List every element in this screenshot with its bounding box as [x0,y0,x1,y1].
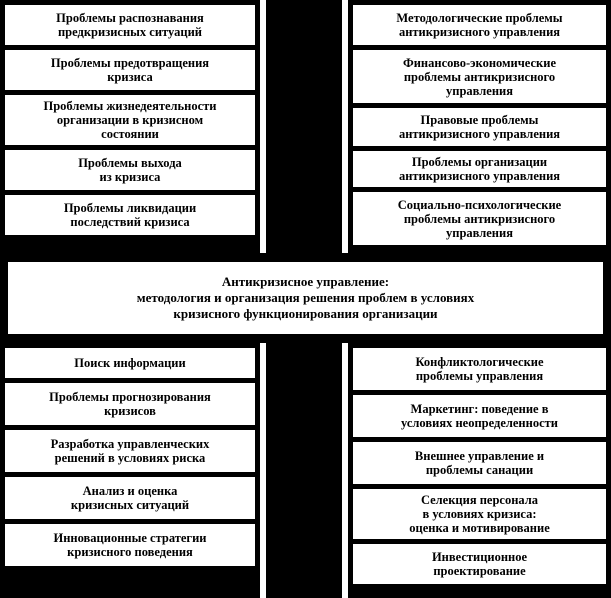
diagram-cell: Разработка управленческих решений в условиях риска [4,429,256,473]
quadrant-top-left [0,0,260,253]
gutter-bottom-left [260,343,266,598]
diagram-cell: Финансово-экономические проблемы антикризисного управления [352,49,607,104]
diagram-cell: Проблемы предотвращения кризиса [4,49,256,91]
center-title-line: кризисного функционирования организации [173,306,438,322]
diagram-cell: Конфликтологические проблемы управления [352,347,607,391]
diagram-cell: Внешнее управление и проблемы санации [352,441,607,485]
diagram-cell: Проблемы организации антикризисного управления [352,150,607,188]
diagram-cell: Методологические проблемы антикризисного управления [352,4,607,46]
diagram-cell: Проблемы ликвидации последствий кризиса [4,194,256,236]
center-title-line: Антикризисное управление: [221,273,390,289]
center-banner [0,253,611,343]
diagram-cell: Проблемы распознавания предкризисных ситуаций [4,4,256,46]
diagram-cell: Инвестиционное проектирование [352,543,607,585]
quadrant-bottom-left [0,343,260,598]
center-title-box [7,261,604,335]
diagram-cell: Проблемы жизнедеятельности организации в кризисном состоянии [4,94,256,146]
diagram-cell: Анализ и оценка кризисных ситуаций [4,476,256,520]
diagram-cell: Правовые проблемы антикризисного управления [352,107,607,147]
diagram-cell: Проблемы выхода из кризиса [4,149,256,191]
diagram-cell: Поиск информации [4,347,256,379]
diagram-cell: Социально-психологические проблемы антикризисного управления [352,191,607,246]
center-title-line: методология и организация решения проблем в условиях [136,289,475,305]
diagram-cell: Проблемы прогнозирования кризисов [4,382,256,426]
quadrant-bottom-right [348,343,611,598]
quadrant-top-right [348,0,611,253]
diagram-cell: Маркетинг: поведение в условиях неопределенности [352,394,607,438]
diagram-cell: Инновационные стратегии кризисного поведения [4,523,256,567]
diagram-cell: Селекция персонала в условиях кризиса: оценка и мотивирование [352,488,607,540]
gutter-top-left [260,0,266,253]
